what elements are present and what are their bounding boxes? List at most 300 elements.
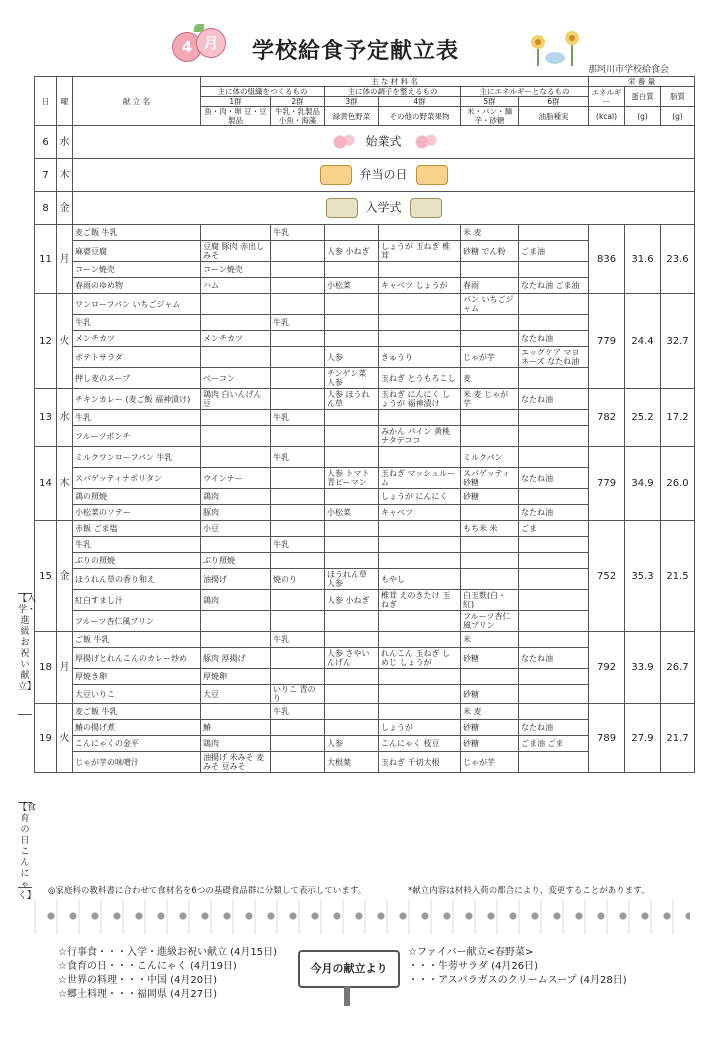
day-number: 12 [35, 294, 57, 389]
day-number: 11 [35, 225, 57, 294]
group2: 牛乳 [271, 447, 325, 468]
protein-value: 34.9 [625, 447, 661, 521]
dish-name: 牛乳 [73, 410, 201, 426]
group4 [379, 315, 461, 331]
protein-value: 24.4 [625, 294, 661, 389]
footer-left-line: ☆世界の料理・・・中国 (4月20日) [58, 975, 218, 986]
school-illustration [410, 198, 442, 218]
group6 [519, 590, 589, 611]
group3: ほうれん草 人参 [325, 569, 379, 590]
group5: 砂糖 [461, 736, 519, 752]
group1: 油揚げ 米みそ 麦みそ 豆みそ [201, 752, 271, 773]
group3 [325, 489, 379, 505]
group6 [519, 669, 589, 685]
energy-value: 782 [589, 389, 625, 447]
group3: チンゲン菜 人参 [325, 368, 379, 389]
group3: 小松菜 [325, 278, 379, 294]
group2 [271, 278, 325, 294]
group1: ウインナー [201, 468, 271, 489]
footer-right-line: ・・・牛蒡サラダ (4月26日) [408, 961, 538, 972]
day-number: 8 [35, 192, 57, 225]
group5 [461, 331, 519, 347]
flower-illustration [410, 133, 440, 151]
group3 [325, 315, 379, 331]
group5 [461, 315, 519, 331]
dish-name: ポテトサラダ [73, 347, 201, 368]
fat-value: 26.7 [661, 632, 695, 704]
dish-name: メンチカツ [73, 331, 201, 347]
group1: 豚肉 厚揚げ [201, 648, 271, 669]
group4: キャベツ [379, 505, 461, 521]
group1: 油揚げ [201, 569, 271, 590]
menu-row [35, 225, 695, 241]
group4 [379, 611, 461, 632]
group1 [201, 315, 271, 331]
day-number: 19 [35, 704, 57, 773]
group4 [379, 537, 461, 553]
weekday: 火 [57, 294, 73, 389]
group1 [201, 347, 271, 368]
group5: フルーツ杏仁風プリン [461, 611, 519, 632]
group3 [325, 704, 379, 720]
header-nutrition: 栄 養 量 [589, 77, 695, 87]
group2 [271, 736, 325, 752]
note-left: ◎家庭科の教科書に合わせて食材名を6つの基礎食品群に分類して表示しています。 [48, 886, 367, 896]
energy-value: 779 [589, 294, 625, 389]
group4 [379, 669, 461, 685]
group1: ぶり照焼 [201, 553, 271, 569]
group1: 豚肉 [201, 505, 271, 521]
group3 [325, 611, 379, 632]
group5: もち米 米 [461, 521, 519, 537]
group6: なたね油 [519, 331, 589, 347]
group1: ハム [201, 278, 271, 294]
group3 [325, 331, 379, 347]
group2: 牛乳 [271, 704, 325, 720]
dish-name: 麻婆豆腐 [73, 241, 201, 262]
group3 [325, 632, 379, 648]
group2 [271, 331, 325, 347]
group2 [271, 669, 325, 685]
group2 [271, 590, 325, 611]
group3: 人参 トマト 青ピーマン [325, 468, 379, 489]
header-weekday: 曜 [57, 77, 73, 126]
group2 [271, 468, 325, 489]
group2 [271, 241, 325, 262]
group4 [379, 632, 461, 648]
menu-row [35, 389, 695, 410]
group4: れんこん 玉ねぎ しめじ しょうが [379, 648, 461, 669]
menu-row [35, 447, 695, 468]
dish-name: チキンカレー (麦ご飯 福神漬け) [73, 389, 201, 410]
dish-name: 厚焼き卵 [73, 669, 201, 685]
group1: メンチカツ [201, 331, 271, 347]
dish-name: ぶりの照焼 [73, 553, 201, 569]
dish-name: 小松菜のソテー [73, 505, 201, 521]
group3 [325, 521, 379, 537]
header-protein: 蛋白質 [625, 87, 661, 107]
group1: コーン焼売 [201, 262, 271, 278]
fat-value: 17.2 [661, 389, 695, 447]
group2 [271, 426, 325, 447]
flower-garland-icon [40, 906, 690, 926]
fat-value: 26.0 [661, 447, 695, 521]
group1 [201, 632, 271, 648]
group6 [519, 262, 589, 278]
header-g4-desc: その他の野菜果物 [379, 107, 461, 126]
group2 [271, 648, 325, 669]
group5 [461, 537, 519, 553]
group4: もやし [379, 569, 461, 590]
group2: いりこ 青のり [271, 685, 325, 704]
group4 [379, 447, 461, 468]
dish-name: じゃが芋の味噌汁 [73, 752, 201, 773]
group3 [325, 447, 379, 468]
group5: パン いちごジャム [461, 294, 519, 315]
group4 [379, 331, 461, 347]
group4: しょうが にんにく [379, 489, 461, 505]
group3 [325, 262, 379, 278]
group6 [519, 537, 589, 553]
weekday: 金 [57, 521, 73, 632]
footer-left [58, 946, 277, 1002]
apple-icon: 月 [196, 28, 226, 58]
fat-value: 32.7 [661, 294, 695, 389]
group4: 玉ねぎ 千切大根 [379, 752, 461, 773]
group1 [201, 447, 271, 468]
header-menu: 献 立 名 [73, 77, 201, 126]
group1: ベーコン [201, 368, 271, 389]
menu-row [35, 294, 695, 315]
school-illustration [326, 198, 358, 218]
protein-value: 35.3 [625, 521, 661, 632]
header-protein-unit: (g) [625, 107, 661, 126]
group4: みかん パイン 黄桃 ナタデココ [379, 426, 461, 447]
event-row [35, 126, 695, 159]
header-g3-desc: 緑黄色野菜 [325, 107, 379, 126]
group3: 人参 小ねぎ [325, 241, 379, 262]
group6: なたね油 [519, 720, 589, 736]
page-title: 学校給食予定献立表 [252, 39, 460, 64]
event-row [35, 192, 695, 225]
group5: 米 麦 じゃが芋 [461, 389, 519, 410]
this-month-sign: 今月の献立より [298, 950, 400, 988]
group4: 玉ねぎ にんにく しょうが 福神漬け [379, 389, 461, 410]
weekday: 金 [57, 192, 73, 225]
group2 [271, 505, 325, 521]
dish-name: ワンローフパン いちごジャム [73, 294, 201, 315]
protein-value: 25.2 [625, 389, 661, 447]
group6: なたね油 [519, 468, 589, 489]
dish-name: ミルクワンローフパン 牛乳 [73, 447, 201, 468]
group6: なたね油 [519, 389, 589, 410]
group4: しょうが [379, 720, 461, 736]
dish-name: 大豆いりこ [73, 685, 201, 704]
footer-left-line: ☆食育の日・・・こんにゃく (4月19日) [58, 961, 237, 972]
group2 [271, 389, 325, 410]
group6: なたね油 [519, 648, 589, 669]
group5: ミルクパン [461, 447, 519, 468]
day-number: 14 [35, 447, 57, 521]
group5: 麦 [461, 368, 519, 389]
group1 [201, 611, 271, 632]
group6 [519, 315, 589, 331]
group3: 人参 小ねぎ [325, 590, 379, 611]
group1 [201, 537, 271, 553]
group6 [519, 410, 589, 426]
dish-name: こんにゃくの金平 [73, 736, 201, 752]
event-label: 弁当の日 [359, 167, 408, 182]
header-g2: 2群 [271, 97, 325, 107]
energy-value: 752 [589, 521, 625, 632]
group2 [271, 611, 325, 632]
group4 [379, 704, 461, 720]
fat-value: 23.6 [661, 225, 695, 294]
header-g3: 3群 [325, 97, 379, 107]
dish-name: ご飯 牛乳 [73, 632, 201, 648]
header-body-group: 主に体の組織をつくるもの [201, 87, 325, 97]
group3 [325, 685, 379, 704]
note-right: *献立内容は材料入荷の都合により、変更することがあります。 [408, 886, 650, 896]
group1: 厚焼卵 [201, 669, 271, 685]
dish-name: スパゲッティナポリタン [73, 468, 201, 489]
group1: 鶏肉 白いんげん豆 [201, 389, 271, 410]
group5: じゃが芋 [461, 347, 519, 368]
group2 [271, 347, 325, 368]
group3: 小松菜 [325, 505, 379, 521]
header-energy: エネルギー [589, 87, 625, 107]
group5: 白玉麩(白・紅) [461, 590, 519, 611]
energy-value: 836 [589, 225, 625, 294]
group4 [379, 294, 461, 315]
group2 [271, 489, 325, 505]
group3: 人参 ほうれん草 [325, 389, 379, 410]
dish-name: フルーツ杏仁風プリン [73, 611, 201, 632]
dish-name: 押し麦のスープ [73, 368, 201, 389]
event-label: 始業式 [365, 134, 402, 149]
dish-name: コーン焼売 [73, 262, 201, 278]
group6 [519, 426, 589, 447]
group6 [519, 368, 589, 389]
group6: ごま油 [519, 241, 589, 262]
group3: 大根葉 [325, 752, 379, 773]
group5: 砂糖 [461, 648, 519, 669]
event-cell [73, 126, 695, 159]
group6: なたね油 ごま油 [519, 278, 589, 294]
dish-name: フルーツポンチ [73, 426, 201, 447]
group3 [325, 410, 379, 426]
dish-name: ほうれん草の香り和え [73, 569, 201, 590]
header-g6-desc: 油脂種実 [519, 107, 589, 126]
menu-row [35, 632, 695, 648]
group6: ごま [519, 521, 589, 537]
group3 [325, 225, 379, 241]
energy-value: 792 [589, 632, 625, 704]
group3: 人参 さやいんげん [325, 648, 379, 669]
footer-right-line: ☆ファイバー献立<春野菜> [408, 947, 534, 958]
event-cell [73, 159, 695, 192]
group6 [519, 489, 589, 505]
header-g2-desc: 牛乳・乳製品 小魚・海藻 [271, 107, 325, 126]
weekday: 月 [57, 632, 73, 704]
dish-name: 鶏の照焼 [73, 489, 201, 505]
header [0, 0, 720, 76]
group6 [519, 752, 589, 773]
organization: 那珂川市学校給食会 [588, 65, 670, 75]
group2: 焼のり [271, 569, 325, 590]
header-fat-unit: (g) [661, 107, 695, 126]
side-label-celebration: 【入学・進級お祝い献立】 [18, 593, 32, 715]
footer-left-line: ☆行事食・・・入学・進級お祝い献立 (4月15日) [58, 947, 278, 958]
group4 [379, 521, 461, 537]
weekday: 木 [57, 159, 73, 192]
day-number: 18 [35, 632, 57, 704]
group6 [519, 225, 589, 241]
group1 [201, 410, 271, 426]
group5: じゃが芋 [461, 752, 519, 773]
dish-name: 春雨のゆめ物 [73, 278, 201, 294]
group2: 牛乳 [271, 537, 325, 553]
group4: しょうが 玉ねぎ 椎茸 [379, 241, 461, 262]
group3 [325, 537, 379, 553]
day-number: 13 [35, 389, 57, 447]
group6: なたね油 [519, 505, 589, 521]
dish-name: 赤飯 ごま塩 [73, 521, 201, 537]
group6 [519, 704, 589, 720]
group2 [271, 294, 325, 315]
header-g5: 5群 [461, 97, 519, 107]
group6 [519, 447, 589, 468]
apple-icon: 4 [172, 32, 202, 62]
lunch-illustration [416, 165, 448, 185]
group2 [271, 521, 325, 537]
group4: こんにゃく 枝豆 [379, 736, 461, 752]
weekday: 月 [57, 225, 73, 294]
dish-name: 牛乳 [73, 315, 201, 331]
group4: 玉ねぎ マッシュルーム [379, 468, 461, 489]
group1 [201, 704, 271, 720]
group6 [519, 569, 589, 590]
group6 [519, 294, 589, 315]
group5 [461, 426, 519, 447]
group4: 椎茸 えのきたけ 玉ねぎ [379, 590, 461, 611]
header-energy-group: 主にエネルギーとなるもの [461, 87, 589, 97]
footer-right-line: ・・・アスパラガスのクリームスープ (4月28日) [408, 975, 627, 986]
header-g4: 4群 [379, 97, 461, 107]
footer-right [408, 946, 627, 988]
group3 [325, 720, 379, 736]
protein-value: 31.6 [625, 225, 661, 294]
weekday: 火 [57, 704, 73, 773]
weekday: 木 [57, 447, 73, 521]
group5 [461, 505, 519, 521]
day-number: 7 [35, 159, 57, 192]
group4 [379, 225, 461, 241]
group1: 豆腐 豚肉 赤出しみそ [201, 241, 271, 262]
menu-row [35, 521, 695, 537]
group3: 人参 [325, 347, 379, 368]
fat-value: 21.7 [661, 704, 695, 773]
group4: キャベツ しょうが [379, 278, 461, 294]
protein-value: 27.9 [625, 704, 661, 773]
group4: 玉ねぎ とうもろこし [379, 368, 461, 389]
weekday: 水 [57, 389, 73, 447]
group5: 米 麦 [461, 225, 519, 241]
group3 [325, 669, 379, 685]
header-energy-unit: (kcal) [589, 107, 625, 126]
header-g1-desc: 魚・肉・卵 豆・豆製品 [201, 107, 271, 126]
dish-name: 厚揚げとれんこんのカレー炒め [73, 648, 201, 669]
month-badge [172, 24, 226, 66]
group5 [461, 669, 519, 685]
group2: 牛乳 [271, 225, 325, 241]
group2 [271, 720, 325, 736]
group1: 大豆 [201, 685, 271, 704]
group4 [379, 553, 461, 569]
energy-value: 779 [589, 447, 625, 521]
group1: 鰆 [201, 720, 271, 736]
dish-name: 麦ご飯 牛乳 [73, 704, 201, 720]
group2 [271, 368, 325, 389]
group1 [201, 426, 271, 447]
group1 [201, 225, 271, 241]
group5 [461, 553, 519, 569]
event-cell [73, 192, 695, 225]
group6 [519, 611, 589, 632]
day-number: 6 [35, 126, 57, 159]
group6: エッグケア マヨネーズ なたね油 [519, 347, 589, 368]
header-g5-desc: 米・パン・麺 芋・砂糖 [461, 107, 519, 126]
footer-left-line: ☆郷土料理・・・福岡県 (4月27日) [58, 989, 218, 1000]
group5 [461, 569, 519, 590]
weekday: 水 [57, 126, 73, 159]
group5 [461, 410, 519, 426]
group5: 米 [461, 632, 519, 648]
group1: 鶏肉 [201, 590, 271, 611]
group4 [379, 685, 461, 704]
dish-name: 紅白すまし汁 [73, 590, 201, 611]
energy-value: 789 [589, 704, 625, 773]
group6: ごま油 ごま [519, 736, 589, 752]
group5: 砂糖 [461, 685, 519, 704]
group5: スパゲッティ 砂糖 [461, 468, 519, 489]
group6 [519, 632, 589, 648]
protein-value: 33.9 [625, 632, 661, 704]
header-condition-group: 主に体の調子を整えるもの [325, 87, 461, 97]
sign-post [344, 986, 350, 1006]
day-number: 15 [35, 521, 57, 632]
dish-name: 牛乳 [73, 537, 201, 553]
header-fat: 脂質 [661, 87, 695, 107]
group5 [461, 262, 519, 278]
group5: 米 麦 [461, 704, 519, 720]
side-label-food-education: 【食育の日 こんにゃく】 [18, 803, 37, 901]
fat-value: 21.5 [661, 521, 695, 632]
group2 [271, 262, 325, 278]
group1 [201, 294, 271, 315]
group5: 砂糖 [461, 489, 519, 505]
group2: 牛乳 [271, 632, 325, 648]
group6 [519, 553, 589, 569]
group4 [379, 262, 461, 278]
group3: 人参 [325, 736, 379, 752]
group6 [519, 685, 589, 704]
group1: 小豆 [201, 521, 271, 537]
event-label: 入学式 [365, 200, 402, 215]
group1: 鶏肉 [201, 736, 271, 752]
header-g6: 6群 [519, 97, 589, 107]
header-day: 日 [35, 77, 57, 126]
